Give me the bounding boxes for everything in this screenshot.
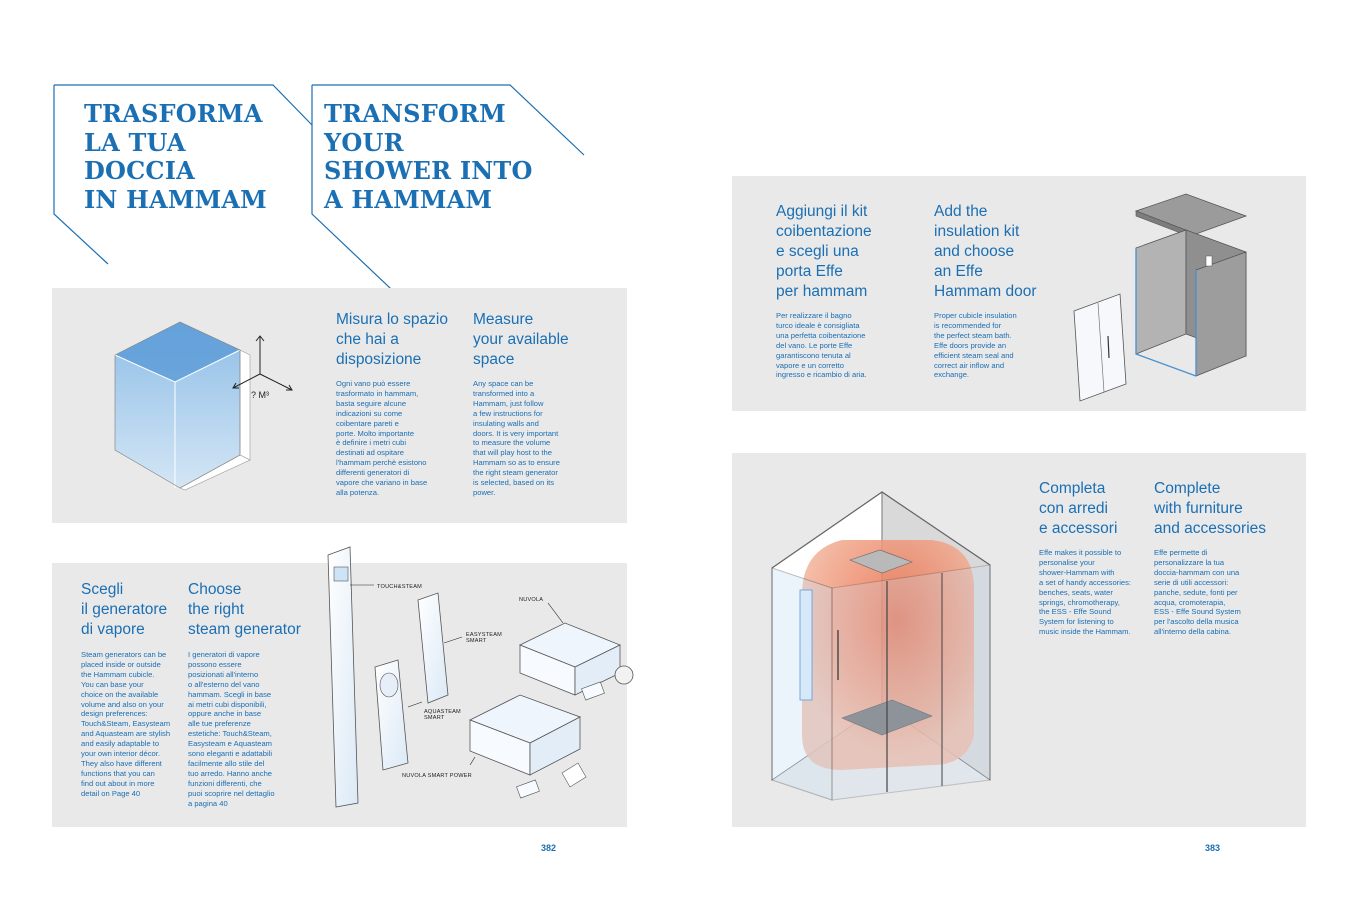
label-easysteam: EASYSTEAM SMART <box>466 632 502 645</box>
title-italian: TRASFORMA LA TUA DOCCIA IN HAMMAM <box>84 99 267 214</box>
page-number-right: 383 <box>1205 843 1221 853</box>
label-nuvola: NUVOLA <box>519 597 544 603</box>
generator-body-it: I generatori di vapore possono essere posizionati all'interno o all'esterno del vano hammam. Scegli in base ai metri cubi disponibili, oppure anche in base alle tue preferenze estetiche: Touch&Steam, Easysteam e Aquasteam sono eleganti e adattabili facilmente allo stile del tuo arredo. Hanno anche funzioni differenti, che puoi scoprire nel dettaglio a pagina 40 <box>188 650 275 808</box>
measure-body-it: Ogni vano può essere trasformato in hammam, basta seguire alcune indicazioni su come coibentare pareti e porte. Molto importante è definire i metri cubi destinati ad ospitare l'hammam perchè esistono differenti generatori di vapore che variano in base alla potenza. <box>336 379 428 497</box>
steam-generators-illustration <box>320 545 640 815</box>
measure-cube-illustration <box>105 310 305 510</box>
generator-body-en: Steam generators can be placed inside or outside the Hammam cubicle. You can base your choice on the available volume and also on your design preferences: Touch&Steam, Easysteam and Aquasteam are stylish and easily adaptable to your own interior décor. They also have different functions that you can find out about in more detail on Page 40 <box>81 650 171 798</box>
insulation-kit-illustration <box>1068 186 1268 416</box>
insulation-body-en: Proper cubicle insulation is recommended for the perfect steam bath. Effe doors provide an efficient steam seal and correct air inflow and exchange. <box>934 311 1017 380</box>
measure-heading-it: Misura lo spazio che hai a disposizione <box>336 311 448 368</box>
insulation-heading-en: Add the insulation kit and choose an Effe Hammam door <box>934 203 1037 300</box>
complete-body-it: Effe permette di personalizzare la tua doccia-hammam con una serie di utili accessori: panche, sedute, fonti per acqua, cromoterapia, ESS - Effe Sound System per l'ascolto della musica all'interno della cabina. <box>1154 548 1241 637</box>
label-touch-steam: TOUCH&STEAM <box>377 584 422 590</box>
insulation-body-it: Per realizzare il bagno turco ideale è consigliata una perfetta coibentazione del vano. Le porte Effe garantiscono tenuta al vapore e un corretto ingresso e ricambio di aria. <box>776 311 867 380</box>
page-number-left: 382 <box>541 843 557 853</box>
complete-heading-en: Complete with furniture and accessories <box>1154 480 1267 537</box>
generator-heading-it: Scegli il generatore di vapore <box>81 581 168 638</box>
complete-body-en: Effe makes it possible to personalise your shower-Hammam with a set of handy accessories: benches, seats, water springs, chromotherapy, the ESS - Effe Sound System for listening to music inside the Hammam. <box>1039 548 1132 637</box>
volume-label: ? M³ <box>251 390 269 400</box>
touch-steam-panel <box>328 547 358 807</box>
easysteam-panel <box>418 593 448 703</box>
measure-body-en: Any space can be transformed into a Hammam, just follow a few instructions for insulating walls and doors. It is very important to measure the volume that will play host to the Hammam so as to ensure the right steam generator is selected, based on its power. <box>473 379 560 497</box>
complete-heading-it: Completa con arredi e accessori <box>1039 480 1118 537</box>
measure-heading-en: Measure your available space <box>473 311 569 368</box>
label-aquasteam: AQUASTEAM SMART <box>424 709 461 722</box>
label-nuvola-smart-power: NUVOLA SMART POWER <box>402 773 472 779</box>
insulation-heading-it: Aggiungi il kit coibentazione e scegli una porta Effe per hammam <box>776 203 872 300</box>
hammam-cabin-illustration <box>762 480 1022 825</box>
generator-heading-en: Choose the right steam generator <box>188 581 301 638</box>
title-english: TRANSFORM YOUR SHOWER INTO A HAMMAM <box>324 99 533 214</box>
